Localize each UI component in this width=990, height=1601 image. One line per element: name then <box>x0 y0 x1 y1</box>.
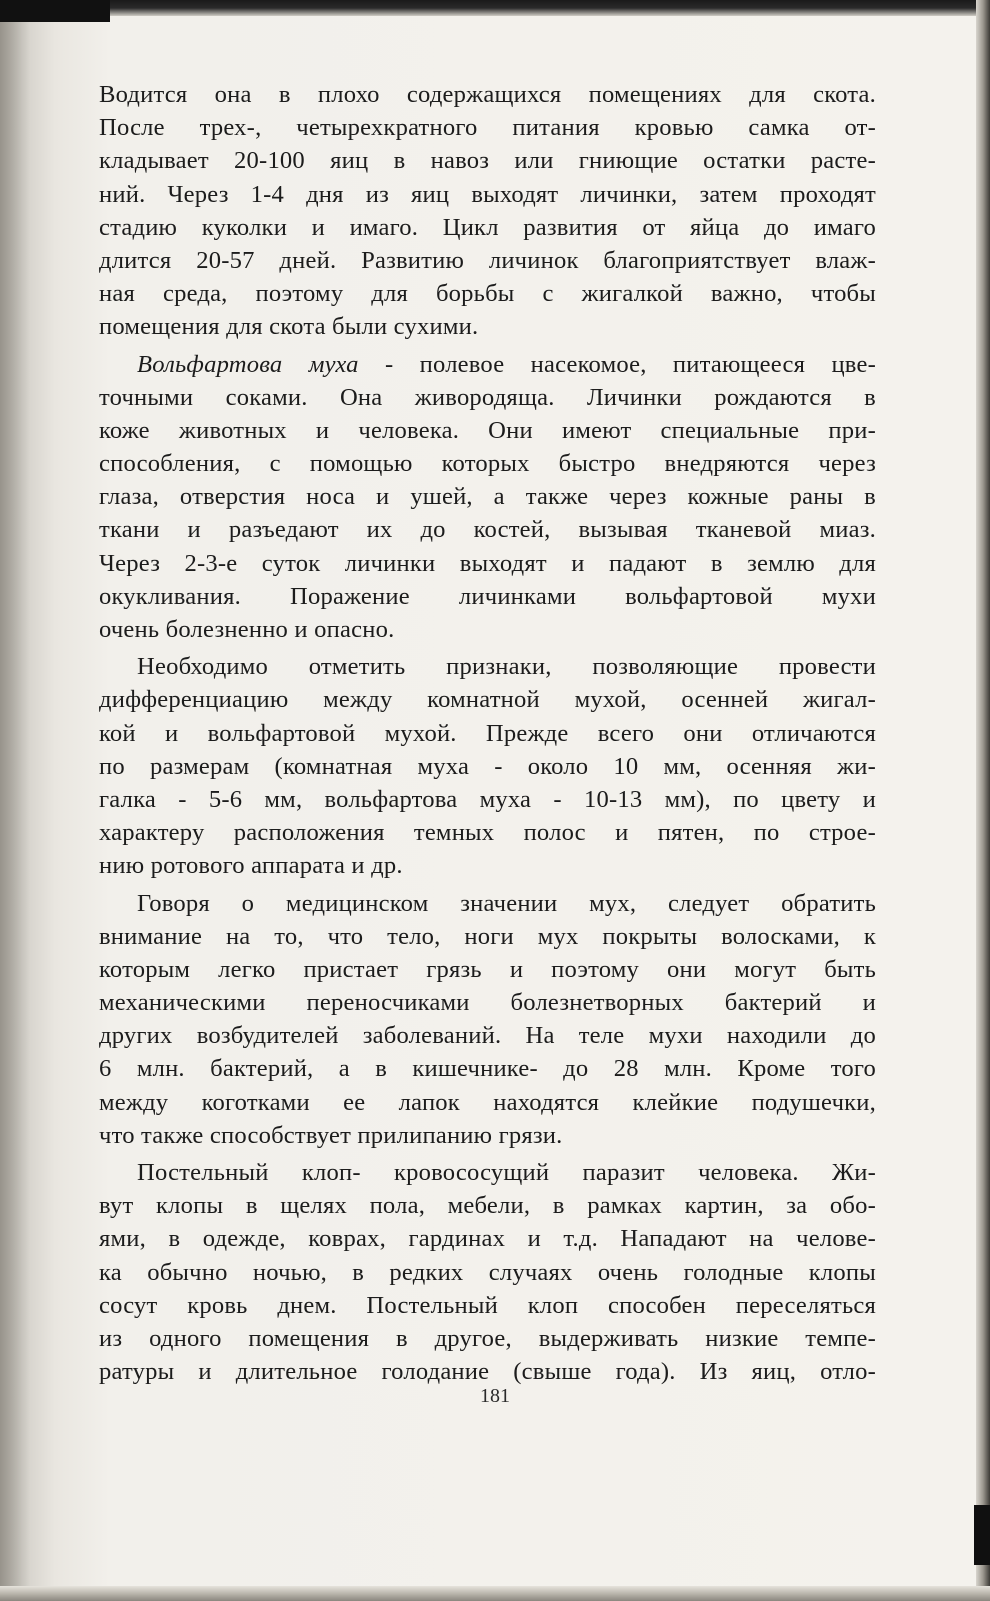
text-line: ткани и разъедают их до костей, вызывая тканевой миаз. <box>99 516 876 544</box>
text-line: стадию куколки и имаго. Цикл развития от яйца до имаго <box>99 213 876 241</box>
text-line: характеру расположения темных полос и пятен, по строе- <box>99 819 876 847</box>
text-line: которым легко пристает грязь и поэтому они могут быть <box>99 955 876 983</box>
text-line: механическими переносчиками болезнетворных бактерий и <box>99 989 876 1017</box>
text-line: очень болезненно и опасно. <box>99 616 395 643</box>
text-line: помещения для скота были сухими. <box>99 313 479 341</box>
text-line: ний. Через 1-4 дня из яиц выходят личинки, затем проходят <box>99 180 876 208</box>
text-line: по размерам (комнатная муха - около 10 мм, осенняя жи- <box>99 752 876 780</box>
text-line: галка - 5-6 мм, вольфартова муха - 10-13 мм), по цвету и <box>99 785 876 813</box>
text-line: кой и вольфартовой мухой. Прежде всего они отличаются <box>99 719 876 747</box>
italic-term: Вольфартова муха <box>137 350 359 378</box>
scan-right-edge <box>976 0 990 1601</box>
body-text <box>99 78 876 1388</box>
scan-top-edge <box>0 0 990 16</box>
text-line: что также способствует прилипанию грязи. <box>99 1121 563 1149</box>
text-line: ратуры и длительное голодание (свыше года). Из яиц, отло- <box>99 1358 876 1386</box>
text-line: Говоря о медицинском значении мух, следует обратить <box>137 889 876 917</box>
text-line: кладывает 20-100 яиц в навоз или гниющие остатки расте- <box>99 147 876 175</box>
text-line: После трех-, четырехкратного питания кровью самка от- <box>99 114 876 142</box>
text-line: ка обычно ночью, в редких случаях очень голодные клопы <box>99 1258 876 1286</box>
text-line: ями, в одежде, коврах, гардинах и т.д. Нападают на челове- <box>99 1225 876 1253</box>
text-line: глаза, отверстия носа и ушей, а также через кожные раны в <box>99 483 876 511</box>
text-line: внимание на то, что тело, ноги мух покрыты волосками, к <box>99 922 876 950</box>
text-line: Постельный клоп- кровососущий паразит человека. Жи- <box>137 1159 876 1186</box>
text-line: 6 млн. бактерий, а в кишечнике- до 28 млн. Кроме того <box>99 1055 876 1083</box>
scan-top-left-corner <box>0 0 110 22</box>
text-line: Через 2-3-е суток личинки выходят и падают в землю для <box>99 549 876 577</box>
text-line: из одного помещения в другое, выдерживать низкие темпе- <box>99 1324 876 1352</box>
text-line: Вольфартова муха - полевое насекомое, питающееся цве- <box>137 350 876 378</box>
text-line: коже животных и человека. Они имеют специальные при- <box>99 416 876 444</box>
text-line: окукливания. Поражение личинками вольфартовой мухи <box>99 582 876 610</box>
text-line: способления, с помощью которых быстро внедряются через <box>99 450 876 478</box>
text-line: Необходимо отметить признаки, позволяющие провести <box>137 653 876 681</box>
text-line: ная среда, поэтому для борьбы с жигалкой важно, чтобы <box>99 280 876 308</box>
scan-bottom-edge <box>0 1586 990 1601</box>
text-line: между коготками ее лапок находятся клейкие подушечки, <box>99 1088 876 1116</box>
text-line: вут клопы в щелях пола, мебели, в рамках картин, за обо- <box>99 1192 876 1220</box>
text-line: других возбудителей заболеваний. На теле мухи находили до <box>99 1022 876 1050</box>
binding-shadow <box>0 0 30 1601</box>
text-line: дифференциацию между комнатной мухой, осенней жигал- <box>99 686 876 714</box>
text-line: нию ротового аппарата и др. <box>99 852 403 880</box>
page-number: 181 <box>480 1385 510 1407</box>
text-line: длится 20-57 дней. Развитию личинок благоприятствует влаж- <box>99 246 876 274</box>
text-line: Водится она в плохо содержащихся помещениях для скота. <box>99 81 876 108</box>
scan-right-edge-dark <box>974 1505 990 1565</box>
text-line: точными соками. Она живородяща. Личинки рождаются в <box>99 383 876 411</box>
text-line: сосут кровь днем. Постельный клоп способен переселяться <box>99 1291 876 1319</box>
